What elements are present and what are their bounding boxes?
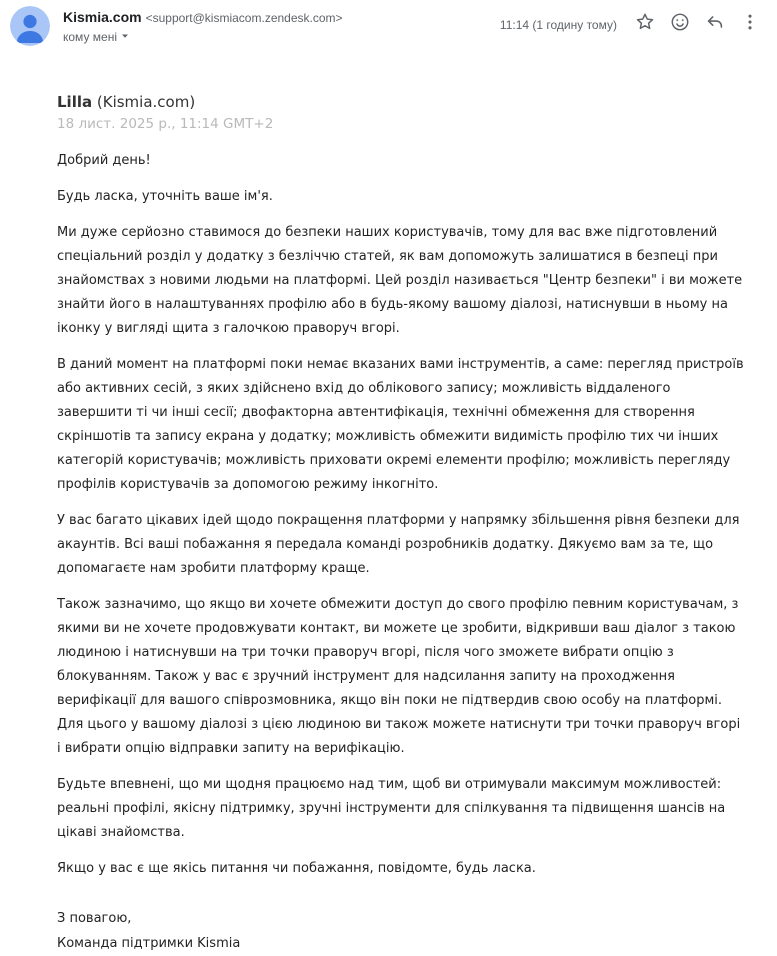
sender-name[interactable]: Kismia.com (63, 9, 142, 25)
more-options-button[interactable] (732, 6, 767, 41)
chevron-down-icon (120, 30, 130, 44)
message-content (0, 93, 747, 956)
timestamp: 11:14 (1 годину тому) (499, 17, 617, 32)
header-actions (500, 6, 767, 41)
email-body (57, 149, 747, 881)
reply-icon (704, 11, 726, 36)
paragraph: Будьте впевнені, що ми щодня працюємо над тим, щоб ви отримували максимум можливостей: реальні профілі, якісну підтримку, зручні інструменти для спілкування та підвищення шансів на цікаві знайомства. (57, 777, 726, 840)
signature-line: Команда підтримки Kismia (57, 936, 241, 951)
author-name: Lilla (57, 93, 93, 111)
sender-line (63, 9, 500, 25)
email-header (0, 0, 777, 46)
recipient-label: кому мені (63, 30, 117, 44)
emoji-reaction-button[interactable] (662, 6, 697, 41)
sender-block (63, 6, 500, 46)
person-icon (10, 33, 50, 46)
message-author-line (57, 93, 747, 112)
author-org: (Kismia.com) (92, 93, 196, 111)
paragraph: У вас багато цікавих ідей щодо покращення платформи у напрямку збільшення рівня безпеки для акаунтів. Всі ваші побажання я передала команді розробників додатку. Дякуємо вам за те, що допомагаєте нам зробити платформу краще. (57, 513, 740, 576)
reply-button[interactable] (697, 6, 732, 41)
recipient-dropdown[interactable] (63, 30, 130, 44)
signature (57, 906, 747, 956)
star-button[interactable] (627, 6, 662, 41)
paragraph: В даний момент на платформі поки немає вказаних вами інструментів, а саме: перегляд пристроїв або активних сесій, з яких здійснено вхід до облікового запису; можливість віддаленого завершити ті чи інші сесії; двофакторна автентифікація, технічні обмеження для створення скріншотів та запису екрана у додатку; можливість обмежити видимість профілю тих чи інших категорій користувачів; можливість приховати окремі елементи профілю; можливість перегляду профілів користувачів за допомогою режиму інкогніто. (57, 357, 744, 492)
message-date: 18 лист. 2025 р., 11:14 GMT+2 (57, 116, 274, 132)
paragraph: Ми дуже серйозно ставимося до безпеки наших користувачів, тому для вас вже підготовлений спеціальний розділ у додатку з безліччю статей, як вам допоможуть залишатися в безпеці при знайомствах з новими людьми на платформі. Цей розділ називається "Центр безпеки" і ви можете знайти його в налаштуваннях профілю або в будь-якому вашому діалозі, натиснувши в ньому на іконку у вигляді щита з галочкою праворуч вгорі. (57, 225, 743, 336)
paragraph: Будь ласка, уточніть ваше ім'я. (57, 189, 273, 204)
emoji-reaction-icon (669, 11, 691, 36)
more-options-icon (739, 11, 761, 36)
sender-avatar[interactable] (10, 6, 50, 46)
signature-line: З повагою, (57, 911, 132, 926)
sender-email: <support@kismiacom.zendesk.com> (145, 11, 343, 25)
star-icon (634, 11, 656, 36)
paragraph: Якщо у вас є ще якісь питання чи побажання, повідомте, будь ласка. (57, 861, 536, 876)
paragraph: Також зазначимо, що якщо ви хочете обмежити доступ до свого профілю певним користувачам, з якими ви не хочете продовжувати контакт, ви можете це зробити, відкривши ваш діалог з такою людиною і натиснувши на три точки праворуч вгорі, після чого зможете вибрати опцію з блокуванням. Також у вас є зручний інструмент для надсилання запиту на проходження верифікації для вашого співрозмовника, якщо він поки не підтвердив свою особу на платформі. Для цього у вашому діалозі з цією людиною ви також можете натиснути три точки праворуч вгорі і вибрати опцію відправки запиту на верифікацію. (57, 597, 741, 756)
paragraph: Добрий день! (57, 153, 151, 168)
